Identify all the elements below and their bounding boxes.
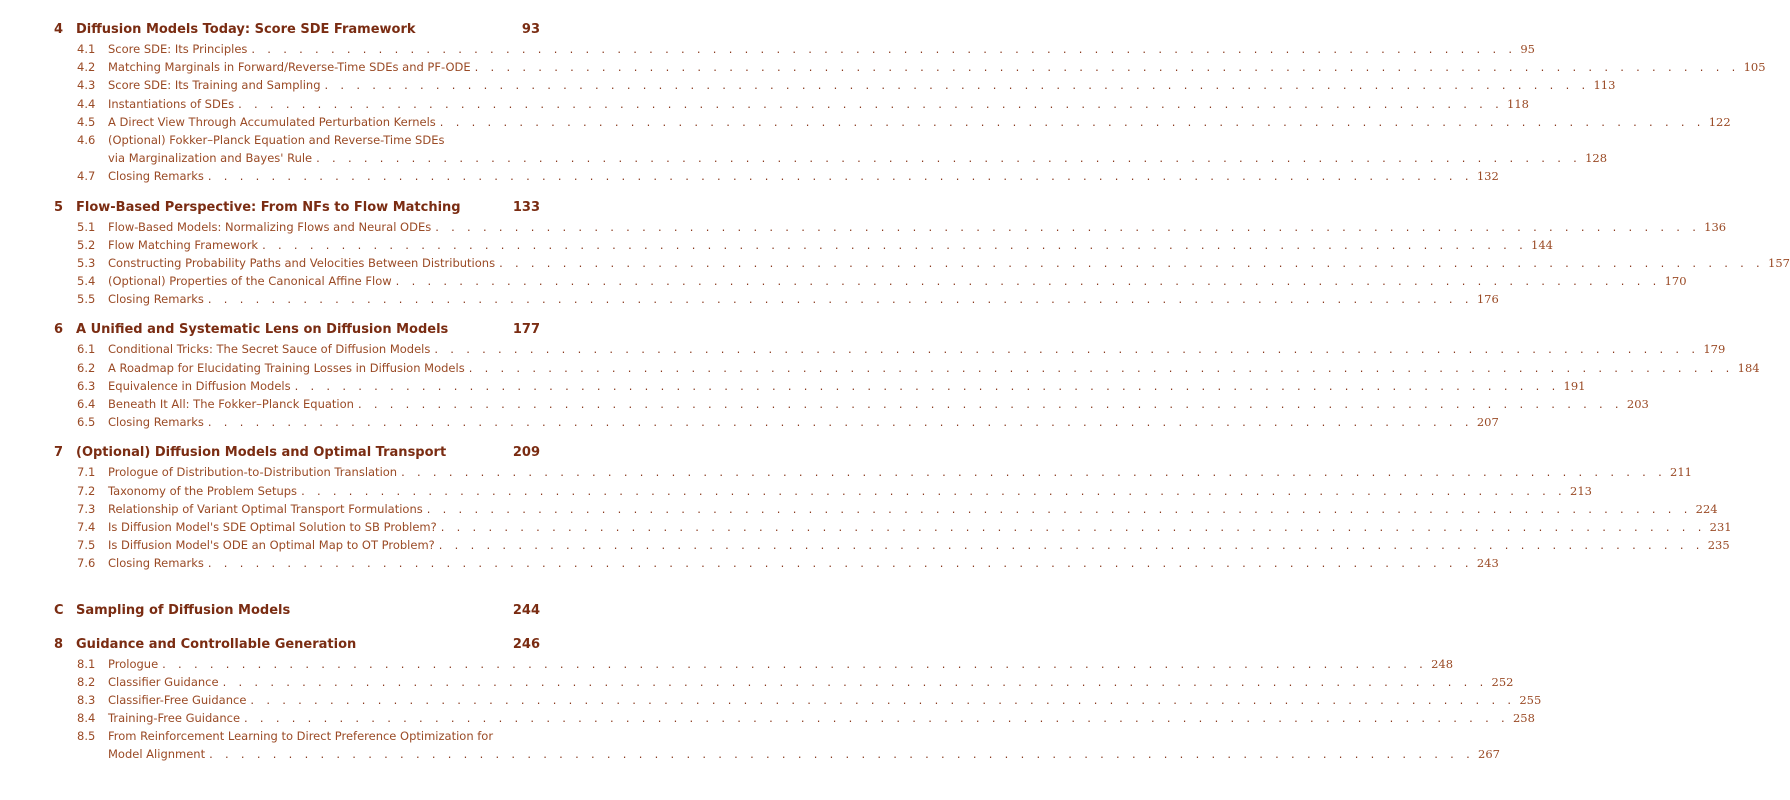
section-line <box>108 274 1687 289</box>
section-number: 4.7 <box>77 169 96 184</box>
section-gap <box>0 308 578 322</box>
section-line <box>108 692 1542 707</box>
section-number: 4.5 <box>77 114 96 129</box>
section-number: 8.5 <box>77 729 96 744</box>
toc-entry[interactable] <box>0 536 1730 554</box>
leader-dots: . . . . . . . . . . . . . . . . . . . . . . . . . . . . . . . . . . . . . . . . . . . . . . . . . . . . . . . . . . . . . . . . . . . . . . . . . . . . . . . . <box>244 711 1509 726</box>
section-title: Conditional Tricks: The Secret Sauce of Diffusion Models <box>108 342 434 356</box>
chapter-title: Flow-Based Perspective: From NFs to Flow Matching <box>76 199 461 215</box>
section-title: Classifier Guidance <box>108 675 223 689</box>
section-page-number: 170 <box>1664 274 1687 289</box>
section-title: Closing Remarks <box>108 169 208 183</box>
section-title: Flow Matching Framework <box>108 238 262 252</box>
section-number: 5.5 <box>77 292 96 307</box>
section-line <box>108 747 1500 762</box>
section-page-number: 128 <box>1585 151 1608 166</box>
section-title: Matching Marginals in Forward/Reverse-Time SDEs and PF-ODE <box>108 60 475 74</box>
section-number: 4.1 <box>77 42 96 56</box>
toc-entry[interactable] <box>0 167 1499 185</box>
toc-entry[interactable] <box>0 340 1726 358</box>
leader-dots: . . . . . . . . . . . . . . . . . . . . . . . . . . . . . . . . . . . . . . . . . . . . . . . . . . . . . . . . . . . . . . . . . . . . . . . . . . . . . . . . <box>262 237 1528 252</box>
section-page-number: 95 <box>1520 42 1535 56</box>
section-line <box>108 342 1726 357</box>
leader-dots: . . . . . . . . . . . . . . . . . . . . . . . . . . . . . . . . . . . . . . . . . . . . . . . . . . . . . . . . . . . . . . . . . . . . . . . . . . . . . . . . <box>468 360 1734 375</box>
section-number: 5.4 <box>77 274 96 289</box>
chapter-page-number: 177 <box>512 322 540 338</box>
section-page-number: 122 <box>1708 114 1731 129</box>
section-number: 4.2 <box>77 60 96 75</box>
toc-entry[interactable] <box>0 113 1731 131</box>
section-page-number: 184 <box>1737 360 1760 375</box>
section-page-number: 213 <box>1570 483 1592 498</box>
toc-entry[interactable] <box>0 395 1649 413</box>
section-number: 5.2 <box>77 237 96 252</box>
chapter-heading[interactable] <box>0 22 578 40</box>
section-line <box>108 151 1608 166</box>
toc-entry[interactable] <box>0 236 1553 254</box>
leader-dots: . . . . . . . . . . . . . . . . . . . . . . . . . . . . . . . . . . . . . . . . . . . . . . . . . . . . . . . . . . . . . . . . . . . . . . . . . . . . . . . . <box>162 656 1428 671</box>
section-line <box>108 711 1535 726</box>
leader-dots: . . . . . . . . . . . . . . . . . . . . . . . . . . . . . . . . . . . . . . . . . . . . . . . . . . . . . . . . . . . . . . . . . . . . . . . . . . . . . . . . <box>251 42 1517 56</box>
toc-entry[interactable] <box>0 518 1732 536</box>
section-number: 6.4 <box>77 397 96 411</box>
chapter-title: Guidance and Controllable Generation <box>76 636 357 652</box>
chapter-number: 8 <box>54 636 64 652</box>
toc-entry[interactable] <box>0 272 1687 290</box>
section-number: 7.6 <box>77 556 96 571</box>
section-number: 4.6 <box>77 132 96 147</box>
toc-entry[interactable] <box>0 76 1616 94</box>
section-number: 6.3 <box>77 378 96 393</box>
section-line <box>108 237 1553 252</box>
section-title: (Optional) Properties of the Canonical Affine Flow <box>108 274 396 288</box>
leader-dots: . . . . . . . . . . . . . . . . . . . . . . . . . . . . . . . . . . . . . . . . . . . . . . . . . . . . . . . . . . . . . . . . . . . . . . . . . . . . . . . . <box>238 96 1504 111</box>
section-page-number: 179 <box>1703 342 1726 357</box>
leader-dots: . . . . . . . . . . . . . . . . . . . . . . . . . . . . . . . . . . . . . . . . . . . . . . . . . . . . . . . . . . . . . . . . . . . . . . . . . . . . . . . . <box>207 169 1473 184</box>
section-line <box>108 78 1616 93</box>
toc-entry[interactable] <box>0 500 1718 518</box>
chapter-page-number: 93 <box>521 22 540 37</box>
section-title: Is Diffusion Model's SDE Optimal Solution to SB Problem? <box>108 520 441 534</box>
toc-entry[interactable] <box>0 673 1514 691</box>
section-line <box>108 96 1529 111</box>
section-title: Training-Free Guidance <box>108 711 244 725</box>
chapter-title: Sampling of Diffusion Models <box>76 602 291 618</box>
section-number: 8.1 <box>77 656 96 671</box>
section-title: Score SDE: Its Principles <box>108 42 251 56</box>
section-line <box>108 483 1592 498</box>
chapter-title: Diffusion Models Today: Score SDE Framework <box>76 22 416 37</box>
leader-dots: . . . . . . . . . . . . . . . . . . . . . . . . . . . . . . . . . . . . . . . . . . . . . . . . . . . . . . . . . . . . . . . . . . . . . . . . . . . . . . . . <box>207 556 1473 571</box>
section-line <box>108 292 1499 307</box>
chapter-heading[interactable] <box>0 200 578 218</box>
section-title: A Direct View Through Accumulated Perturbation Kernels <box>108 115 440 129</box>
section-line <box>108 378 1586 393</box>
leader-dots: . . . . . . . . . . . . . . . . . . . . . . . . . . . . . . . . . . . . . . . . . . . . . . . . . . . . . . . . . . . . . . . . . . . . . . . . . . . . . . . . <box>209 747 1475 762</box>
section-title: Score SDE: Its Training and Sampling <box>108 78 325 92</box>
section-title: Prologue of Distribution-to-Distribution Translation <box>108 465 401 479</box>
leader-dots: . . . . . . . . . . . . . . . . . . . . . . . . . . . . . . . . . . . . . . . . . . . . . . . . . . . . . . . . . . . . . . . . . . . . . . . . . . . . . . . . <box>207 292 1473 307</box>
chapter-page-number: 133 <box>512 199 540 215</box>
leader-dots: . . . . . . . . . . . . . . . . . . . . . . . . . . . . . . . . . . . . . . . . . . . . . . . . . . . . . . . . . . . . . . . . . . . . . . . . . . . . . . . . <box>439 114 1705 129</box>
section-title: Is Diffusion Model's ODE an Optimal Map to OT Problem? <box>108 538 439 552</box>
toc-entry[interactable] <box>0 131 578 149</box>
section-line <box>108 169 1499 184</box>
toc-entry[interactable] <box>0 218 1727 236</box>
section-number: 7.5 <box>77 538 96 553</box>
section-title: Closing Remarks <box>108 415 208 429</box>
section-number: 8.3 <box>77 692 96 707</box>
chapter-number: 6 <box>54 322 64 338</box>
toc-entry[interactable] <box>0 463 1692 481</box>
section-page-number: 267 <box>1478 747 1500 762</box>
section-number: 6.2 <box>77 360 96 375</box>
section-title: Prologue <box>108 657 162 671</box>
section-title: Relationship of Variant Optimal Transport Formulations <box>108 502 427 516</box>
toc-entry[interactable] <box>0 691 1542 709</box>
toc-entry[interactable] <box>0 149 1608 167</box>
chapter-heading[interactable] <box>0 322 578 340</box>
chapter-heading[interactable] <box>0 445 578 463</box>
section-line <box>108 501 1718 516</box>
section-line <box>108 519 1732 534</box>
toc-entry[interactable] <box>0 40 1535 58</box>
leader-dots: . . . . . . . . . . . . . . . . . . . . . . . . . . . . . . . . . . . . . . . . . . . . . . . . . . . . . . . . . . . . . . . . . . . . . . . . . . . . . . . . <box>207 415 1473 430</box>
toc-entry[interactable] <box>0 745 1500 763</box>
section-line <box>108 465 1692 480</box>
section-title: Model Alignment <box>108 747 209 761</box>
leader-dots: . . . . . . . . . . . . . . . . . . . . . . . . . . . . . . . . . . . . . . . . . . . . . . . . . . . . . . . . . . . . . . . . . . . . . . . . . . . . . . . . <box>357 397 1623 411</box>
section-gap <box>0 623 578 637</box>
section-number: 4.3 <box>77 78 96 93</box>
toc-entry[interactable] <box>0 709 1535 727</box>
section-title: Flow-Based Models: Normalizing Flows and Neural ODEs <box>108 220 435 234</box>
section-line <box>108 114 1731 129</box>
section-title: Classifier-Free Guidance <box>108 693 250 707</box>
section-page-number: 118 <box>1507 96 1529 111</box>
section-line <box>108 674 1514 689</box>
section-number: 8.2 <box>77 674 96 689</box>
leader-dots: . . . . . . . . . . . . . . . . . . . . . . . . . . . . . . . . . . . . . . . . . . . . . . . . . . . . . . . . . . . . . . . . . . . . . . . . . . . . . . . . <box>440 519 1706 534</box>
chapter-heading[interactable] <box>0 637 578 655</box>
chapter-page-number: 246 <box>512 636 540 652</box>
section-line <box>108 360 1760 375</box>
section-page-number: 136 <box>1704 219 1727 234</box>
section-title: (Optional) Fokker–Planck Equation and Reverse-Time SDEs <box>108 132 445 147</box>
section-title: Closing Remarks <box>108 556 208 570</box>
leader-dots: . . . . . . . . . . . . . . . . . . . . . . . . . . . . . . . . . . . . . . . . . . . . . . . . . . . . . . . . . . . . . . . . . . . . . . . . . . . . . . . . <box>435 219 1701 234</box>
section-line <box>108 656 1454 671</box>
toc-entry[interactable] <box>0 554 1499 572</box>
section-gap <box>0 573 578 603</box>
section-number: 7.1 <box>77 465 96 480</box>
section-page-number: 207 <box>1476 415 1499 430</box>
toc-entry[interactable] <box>0 727 578 745</box>
leader-dots: . . . . . . . . . . . . . . . . . . . . . . . . . . . . . . . . . . . . . . . . . . . . . . . . . . . . . . . . . . . . . . . . . . . . . . . . . . . . . . . . <box>316 151 1582 166</box>
section-page-number: 105 <box>1743 60 1766 75</box>
leader-dots: . . . . . . . . . . . . . . . . . . . . . . . . . . . . . . . . . . . . . . . . . . . . . . . . . . . . . . . . . . . . . . . . . . . . . . . . . . . . . . . . <box>438 538 1704 553</box>
chapter-number: 4 <box>54 22 64 37</box>
section-page-number: 157 <box>1768 255 1790 270</box>
section-title: Instantiations of SDEs <box>108 97 238 111</box>
leader-dots: . . . . . . . . . . . . . . . . . . . . . . . . . . . . . . . . . . . . . . . . . . . . . . . . . . . . . . . . . . . . . . . . . . . . . . . . . . . . . . . . <box>301 483 1566 498</box>
section-gap <box>0 186 578 200</box>
part-heading[interactable] <box>0 603 578 623</box>
section-number: 7.2 <box>77 483 96 498</box>
section-line <box>108 60 1766 75</box>
section-title: Closing Remarks <box>108 292 208 306</box>
leader-dots: . . . . . . . . . . . . . . . . . . . . . . . . . . . . . . . . . . . . . . . . . . . . . . . . . . . . . . . . . . . . . . . . . . . . . . . . . . . . . . . . <box>294 378 1560 393</box>
chapter-title: (Optional) Diffusion Models and Optimal Transport <box>76 445 447 461</box>
leader-dots: . . . . . . . . . . . . . . . . . . . . . . . . . . . . . . . . . . . . . . . . . . . . . . . . . . . . . . . . . . . . . . . . . . . . . . . . . . . . . . . . <box>426 501 1692 516</box>
leader-dots: . . . . . . . . . . . . . . . . . . . . . . . . . . . . . . . . . . . . . . . . . . . . . . . . . . . . . . . . . . . . . . . . . . . . . . . . . . . . . . . . <box>401 465 1667 480</box>
chapter-number: C <box>54 602 64 618</box>
section-number: 4.4 <box>77 96 96 111</box>
section-line <box>108 397 1649 411</box>
section-page-number: 231 <box>1709 519 1732 534</box>
section-number: 7.3 <box>77 501 96 516</box>
section-page-number: 176 <box>1476 292 1499 307</box>
section-page-number: 235 <box>1707 538 1730 553</box>
toc-entry[interactable] <box>0 254 1790 272</box>
section-page-number: 203 <box>1626 397 1649 411</box>
chapter-title: A Unified and Systematic Lens on Diffusion Models <box>76 322 449 338</box>
section-page-number: 243 <box>1476 556 1499 571</box>
section-title: A Roadmap for Elucidating Training Losses in Diffusion Models <box>108 361 469 375</box>
section-line <box>108 415 1499 430</box>
section-number: 8.4 <box>77 711 96 726</box>
chapter-number: 5 <box>54 199 64 215</box>
section-page-number: 252 <box>1491 674 1514 689</box>
section-title: Constructing Probability Paths and Velocities Between Distributions <box>108 256 499 270</box>
section-page-number: 113 <box>1593 78 1616 93</box>
leader-dots: . . . . . . . . . . . . . . . . . . . . . . . . . . . . . . . . . . . . . . . . . . . . . . . . . . . . . . . . . . . . . . . . . . . . . . . . . . . . . . . . <box>395 274 1661 289</box>
chapter-number: 7 <box>54 445 64 461</box>
leader-dots: . . . . . . . . . . . . . . . . . . . . . . . . . . . . . . . . . . . . . . . . . . . . . . . . . . . . . . . . . . . . . . . . . . . . . . . . . . . . . . . . <box>474 60 1740 75</box>
section-page-number: 191 <box>1563 378 1586 393</box>
section-line <box>108 255 1790 270</box>
section-line <box>108 133 540 147</box>
toc-entry[interactable] <box>0 359 1760 377</box>
table-of-contents <box>0 22 1790 764</box>
section-page-number: 224 <box>1695 501 1718 516</box>
section-page-number: 144 <box>1531 237 1553 252</box>
leader-dots: . . . . . . . . . . . . . . . . . . . . . . . . . . . . . . . . . . . . . . . . . . . . . . . . . . . . . . . . . . . . . . . . . . . . . . . . . . . . . . . . <box>222 674 1488 689</box>
section-page-number: 255 <box>1519 692 1542 707</box>
leader-dots: . . . . . . . . . . . . . . . . . . . . . . . . . . . . . . . . . . . . . . . . . . . . . . . . . . . . . . . . . . . . . . . . . . . . . . . . . . . . . . . . <box>499 255 1765 270</box>
section-title: via Marginalization and Bayes' Rule <box>108 151 316 165</box>
section-gap <box>0 431 578 445</box>
section-title: Beneath It All: The Fokker–Planck Equation <box>108 397 358 411</box>
toc-entry[interactable] <box>0 482 1592 500</box>
section-number: 6.1 <box>77 342 96 357</box>
section-page-number: 258 <box>1512 711 1535 726</box>
toc-entry[interactable] <box>0 95 1529 113</box>
section-title: Taxonomy of the Problem Setups <box>108 484 301 498</box>
toc-entry[interactable] <box>0 58 1766 76</box>
chapter-page-number: 244 <box>512 602 540 618</box>
leader-dots: . . . . . . . . . . . . . . . . . . . . . . . . . . . . . . . . . . . . . . . . . . . . . . . . . . . . . . . . . . . . . . . . . . . . . . . . . . . . . . . . <box>434 342 1700 357</box>
toc-entry[interactable] <box>0 655 1454 673</box>
leader-dots: . . . . . . . . . . . . . . . . . . . . . . . . . . . . . . . . . . . . . . . . . . . . . . . . . . . . . . . . . . . . . . . . . . . . . . . . . . . . . . . . <box>250 692 1516 707</box>
chapter-page-number: 209 <box>512 445 540 461</box>
section-line <box>108 42 1535 56</box>
section-page-number: 132 <box>1476 169 1499 184</box>
section-title: From Reinforcement Learning to Direct Preference Optimization for <box>108 729 494 744</box>
toc-entry[interactable] <box>0 413 1499 431</box>
section-page-number: 211 <box>1670 465 1692 480</box>
toc-entry[interactable] <box>0 290 1499 308</box>
toc-entry[interactable] <box>0 377 1586 395</box>
section-number: 7.4 <box>77 519 96 534</box>
section-title: Equivalence in Diffusion Models <box>108 379 295 393</box>
section-line <box>108 556 1499 571</box>
section-line <box>108 219 1727 234</box>
section-number: 5.3 <box>77 255 96 270</box>
section-number: 6.5 <box>77 415 96 430</box>
section-number: 5.1 <box>77 219 96 234</box>
section-line <box>108 729 540 743</box>
section-line <box>108 538 1730 553</box>
section-page-number: 248 <box>1431 656 1454 671</box>
leader-dots: . . . . . . . . . . . . . . . . . . . . . . . . . . . . . . . . . . . . . . . . . . . . . . . . . . . . . . . . . . . . . . . . . . . . . . . . . . . . . . . . <box>324 78 1590 93</box>
